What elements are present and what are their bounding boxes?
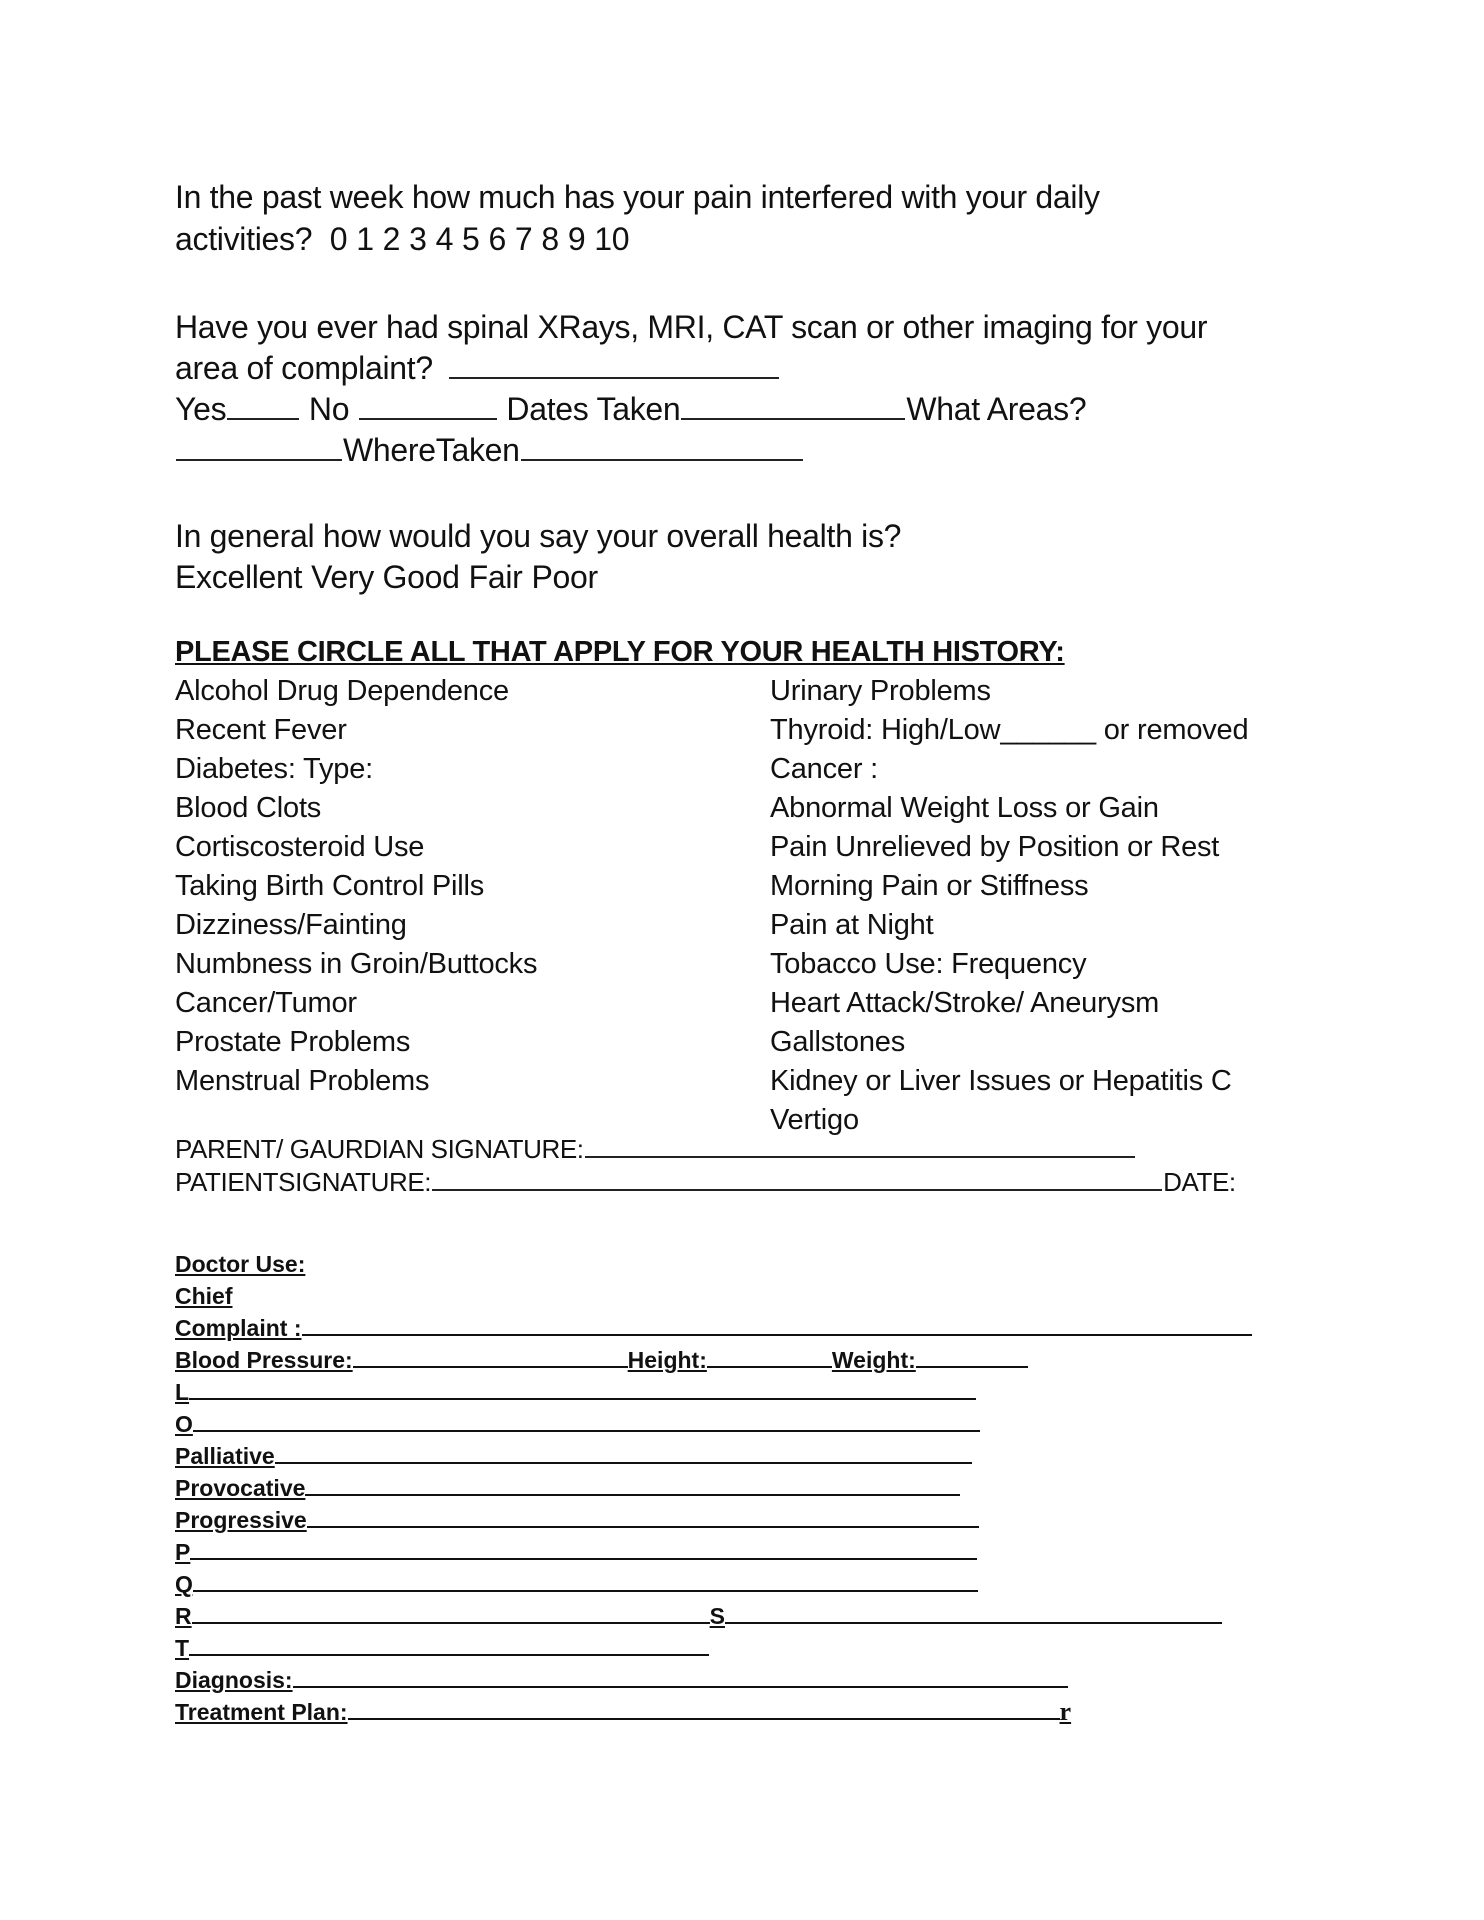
q-label: Q (175, 1571, 193, 1597)
health-options (175, 556, 598, 598)
where-taken-label: WhereTaken (343, 432, 520, 468)
weight-blank[interactable] (916, 1365, 1028, 1368)
pain-question-line1: In the past week how much has your pain interfered with your daily (175, 179, 1100, 215)
guardian-signature-row (175, 1134, 1136, 1165)
pain-scale-option[interactable]: 2 (382, 221, 401, 257)
t-label: T (175, 1635, 190, 1661)
health-option[interactable]: Fair (468, 559, 523, 595)
history-item[interactable]: Tobacco Use: Frequency (770, 948, 1087, 980)
complaint-label: Complaint : (175, 1315, 302, 1341)
r-blank[interactable] (192, 1621, 710, 1624)
patient-signature-row (175, 1167, 1236, 1198)
history-column-1 (175, 672, 537, 1101)
imaging-question-line1: Have you ever had spinal XRays, MRI, CAT scan or other imaging for your (175, 309, 1208, 345)
s-label: S (709, 1603, 725, 1629)
rs-row (175, 1600, 1252, 1632)
chief-row (175, 1280, 1252, 1312)
history-item[interactable]: Alcohol Drug Dependence (175, 675, 509, 707)
pain-scale (321, 221, 629, 257)
guardian-signature-label: PARENT/ GAURDIAN SIGNATURE: (175, 1134, 584, 1164)
history-item[interactable]: Urinary Problems (770, 675, 991, 707)
l-blank[interactable] (189, 1397, 976, 1400)
imaging-question-line2 (175, 347, 780, 389)
history-item[interactable]: Pain Unrelieved by Position or Rest (770, 831, 1220, 863)
what-areas-blank[interactable] (176, 458, 342, 461)
complaint-row (175, 1312, 1252, 1344)
history-heading: PLEASE CIRCLE ALL THAT APPLY FOR YOUR HEALTH HISTORY: (175, 636, 1065, 668)
health-option[interactable]: Very Good (311, 559, 460, 595)
pain-scale-option[interactable]: 4 (435, 221, 454, 257)
r-label: R (175, 1603, 192, 1629)
health-option[interactable]: Poor (531, 559, 598, 595)
history-item[interactable]: Kidney or Liver Issues or Hepatitis C (770, 1065, 1232, 1097)
blood-pressure-label: Blood Pressure: (175, 1347, 353, 1373)
where-taken-blank[interactable] (521, 458, 803, 461)
dates-taken-label: Dates Taken (506, 391, 681, 427)
health-option[interactable]: Excellent (175, 559, 303, 595)
doctor-use-title: Doctor Use: (175, 1251, 306, 1277)
pain-scale-option[interactable]: 3 (409, 221, 427, 257)
pain-scale-option[interactable]: 1 (356, 221, 374, 257)
history-item[interactable]: Gallstones (770, 1026, 906, 1058)
history-item[interactable]: Prostate Problems (175, 1026, 411, 1058)
l-label: L (175, 1379, 190, 1405)
pain-scale-option[interactable]: 9 (567, 221, 586, 257)
doctor-use-section (175, 1248, 1252, 1728)
p-blank[interactable] (190, 1557, 977, 1560)
progressive-blank[interactable] (307, 1525, 979, 1528)
pain-question-line2 (175, 218, 629, 260)
pain-scale-option[interactable]: 10 (594, 221, 630, 257)
height-blank[interactable] (707, 1365, 832, 1368)
history-item[interactable]: Abnormal Weight Loss or Gain (770, 792, 1159, 824)
yes-label: Yes (175, 391, 227, 427)
pain-scale-option[interactable]: 8 (541, 221, 559, 257)
history-item[interactable]: Numbness in Groin/Buttocks (175, 948, 538, 980)
history-item[interactable]: Cortiscosteroid Use (175, 831, 425, 863)
blood-pressure-blank[interactable] (353, 1365, 628, 1368)
pain-scale-option[interactable]: 7 (514, 221, 533, 257)
o-row (175, 1408, 1252, 1440)
guardian-signature-blank[interactable] (585, 1155, 1135, 1158)
provocative-row (175, 1472, 1252, 1504)
vitals-row (175, 1344, 1252, 1376)
patient-signature-label: PATIENTSIGNATURE: (175, 1167, 432, 1197)
p-row (175, 1536, 1252, 1568)
history-item[interactable]: Pain at Night (770, 909, 934, 941)
history-item[interactable]: Thyroid: High/Low______ or removed (770, 714, 1249, 746)
history-item[interactable]: Menstrual Problems (175, 1065, 430, 1097)
height-label: Height: (627, 1347, 707, 1373)
complaint-blank[interactable] (302, 1333, 1252, 1336)
history-item[interactable]: Cancer/Tumor (175, 987, 357, 1019)
q-blank[interactable] (193, 1589, 978, 1592)
no-blank[interactable] (359, 417, 497, 420)
o-blank[interactable] (193, 1429, 980, 1432)
patient-signature-blank[interactable] (432, 1188, 1162, 1191)
history-item[interactable]: Dizziness/Fainting (175, 909, 407, 941)
history-item[interactable]: Recent Fever (175, 714, 347, 746)
no-label: No (308, 391, 350, 427)
o-label: O (175, 1411, 193, 1437)
history-item[interactable]: Diabetes: Type: (175, 753, 373, 785)
s-blank[interactable] (725, 1621, 1222, 1624)
diagnosis-blank[interactable] (293, 1685, 1068, 1688)
imaging-complaint-blank[interactable] (449, 376, 779, 379)
t-blank[interactable] (189, 1653, 709, 1656)
doctor-use-title-row (175, 1248, 1252, 1280)
dates-taken-blank[interactable] (681, 417, 905, 420)
diagnosis-row (175, 1664, 1252, 1696)
palliative-row (175, 1440, 1252, 1472)
pain-question-prefix: activities? (175, 221, 313, 257)
pain-scale-option[interactable]: 0 (329, 221, 348, 257)
pain-scale-option[interactable]: 5 (462, 221, 480, 257)
health-question: In general how would you say your overall health is? (175, 518, 902, 554)
diagnosis-label: Diagnosis: (175, 1667, 293, 1693)
weight-label: Weight: (831, 1347, 916, 1373)
palliative-label: Palliative (175, 1443, 275, 1469)
imaging-question-text: area of complaint? (175, 350, 433, 386)
history-item[interactable]: Blood Clots (175, 792, 322, 824)
yes-blank[interactable] (227, 417, 299, 420)
treatment-plan-row (175, 1696, 1252, 1728)
t-row (175, 1632, 1252, 1664)
imaging-answers-row (175, 388, 1086, 430)
chief-label: Chief (175, 1283, 233, 1309)
provocative-blank[interactable] (305, 1493, 960, 1496)
l-row (175, 1376, 1252, 1408)
q-row (175, 1568, 1252, 1600)
trailing-char: r (1059, 1697, 1072, 1726)
pain-scale-option[interactable]: 6 (488, 221, 506, 257)
history-item[interactable]: Cancer : (770, 753, 878, 785)
p-label: P (175, 1539, 191, 1565)
treatment-plan-label: Treatment Plan: (175, 1699, 348, 1725)
palliative-blank[interactable] (275, 1461, 972, 1464)
progressive-row (175, 1504, 1252, 1536)
history-column-2 (770, 672, 1248, 1140)
provocative-label: Provocative (175, 1475, 306, 1501)
treatment-plan-blank[interactable] (348, 1717, 1060, 1720)
history-item[interactable]: Heart Attack/Stroke/ Aneurysm (770, 987, 1160, 1019)
what-areas-label: What Areas? (906, 391, 1087, 427)
history-item[interactable]: Vertigo (770, 1104, 859, 1136)
history-item[interactable]: Taking Birth Control Pills (175, 870, 485, 902)
imaging-where-row (175, 429, 804, 471)
date-label: DATE: (1163, 1167, 1236, 1197)
history-item[interactable]: Morning Pain or Stiffness (770, 870, 1089, 902)
progressive-label: Progressive (175, 1507, 307, 1533)
